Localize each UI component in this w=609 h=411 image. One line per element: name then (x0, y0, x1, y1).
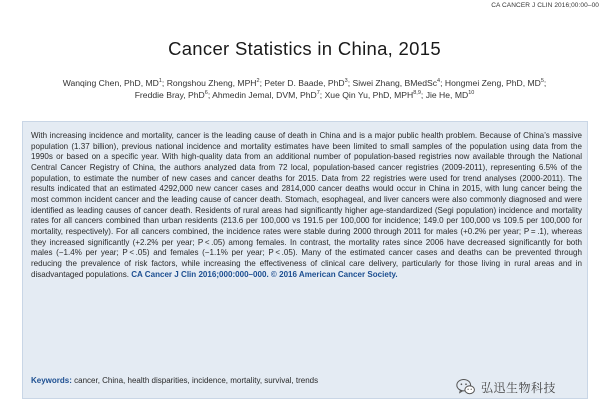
author-affiliation: 4 (437, 78, 441, 85)
author-name: Wanqing Chen, PhD, MD (62, 78, 159, 88)
abstract-text (31, 131, 582, 280)
author-name: Xue Qin Yu, PhD, MPH (324, 90, 414, 100)
author-separator: ; (347, 78, 353, 88)
author-name: Freddie Bray, PhD (134, 90, 205, 100)
author-name: Rongshou Zheng, MPH (166, 78, 257, 88)
author-separator: ; (319, 90, 325, 100)
keywords-text: cancer, China, health disparities, incidence, mortality, survival, trends (71, 376, 319, 385)
author-separator: ; (440, 78, 445, 88)
watermark (455, 375, 556, 399)
author-separator: ; (543, 78, 547, 88)
author-name: Siwei Zhang, BMedSc (352, 78, 438, 88)
author-affiliation: 7 (316, 90, 320, 97)
author-name: Hongmei Zeng, PhD, MD (444, 78, 541, 88)
journal-reference: CA CANCER J CLIN 2016;00:00–00 (491, 2, 599, 9)
author-separator: ; (207, 90, 213, 100)
author-name: Peter D. Baade, PhD (264, 78, 345, 88)
abstract-box (22, 121, 588, 399)
author-name: Ahmedin Jemal, DVM, PhD (212, 90, 317, 100)
author-separator: ; (420, 90, 426, 100)
wechat-icon (455, 376, 477, 398)
author-affiliation: 2 (256, 78, 260, 85)
watermark-text: 弘迅生物科技 (481, 380, 557, 395)
author-affiliation: 6 (204, 90, 208, 97)
journal-citation[interactable]: CA Cancer J Clin 2016;000:000–000. © 2016 American Cancer Society. (131, 269, 398, 279)
author-separator: ; (259, 78, 265, 88)
article-title: Cancer Statistics in China, 2015 (168, 38, 441, 59)
author-affiliation: 8,9 (413, 90, 421, 97)
author-affiliation: 1 (158, 78, 162, 85)
author-separator: ; (161, 78, 167, 88)
abstract-body: With increasing incidence and mortality, cancer is the leading cause of death in China and is a major public health problem. Because of China’s massive population (1.37 billion), previous national incidence and mortality estimates have been limited to small samples of the population using data from the 1990s or based on a specific year. With high-quality data from an additional number of population-based registries now available through the National Central Cancer Registry of China, the authors analyzed data from 72 local, population-based cancer registries (2009-2011), representing 6.5% of the population, to estimate the number of new cases and cancer deaths for 2015. Data from 22 registries were used for trend analyses (2000-2011). The results indicated that an estimated 4292,000 new cancer cases and 2814,000 cancer deaths would occur in China in 2015, with lung cancer being the most common incident cancer and the leading cause of cancer death. Stomach, esophageal, and liver cancers were also commonly diagnosed and were identified as leading causes of cancer death. Residents of rural areas had significantly higher age-standardized (Segi population) incidence and mortality rates for all cancers combined than urban residents (213.6 per 100,000 vs 191.5 per 100,000 for incidence; 149.0 per 100,000 vs 109.5 per 100,000 for mortality, respectively). For all cancers combined, the incidence rates were stable during 2000 through 2011 for males (+0.2% per year; P = .1), whereas they increased significantly (+2.2% per year; P < .05) among females. In contrast, the mortality rates since 2006 have decreased significantly for both males (−1.4% per year; P < .05) and females (−1.1% per year; P < .05). Many of the estimated cancer cases and deaths can be prevented through reducing the prevalence of risk factors, while increasing the effectiveness of clinical care delivery, particularly for those living in rural areas and in disadvantaged populations. (31, 131, 582, 279)
author-list (28, 77, 581, 101)
author-affiliation: 3 (344, 78, 348, 85)
author-affiliation: 5 (540, 78, 544, 85)
keywords-label: Keywords: (31, 376, 72, 385)
author-affiliation: 10 (468, 90, 475, 97)
author-name: Jie He, MD (425, 90, 469, 100)
